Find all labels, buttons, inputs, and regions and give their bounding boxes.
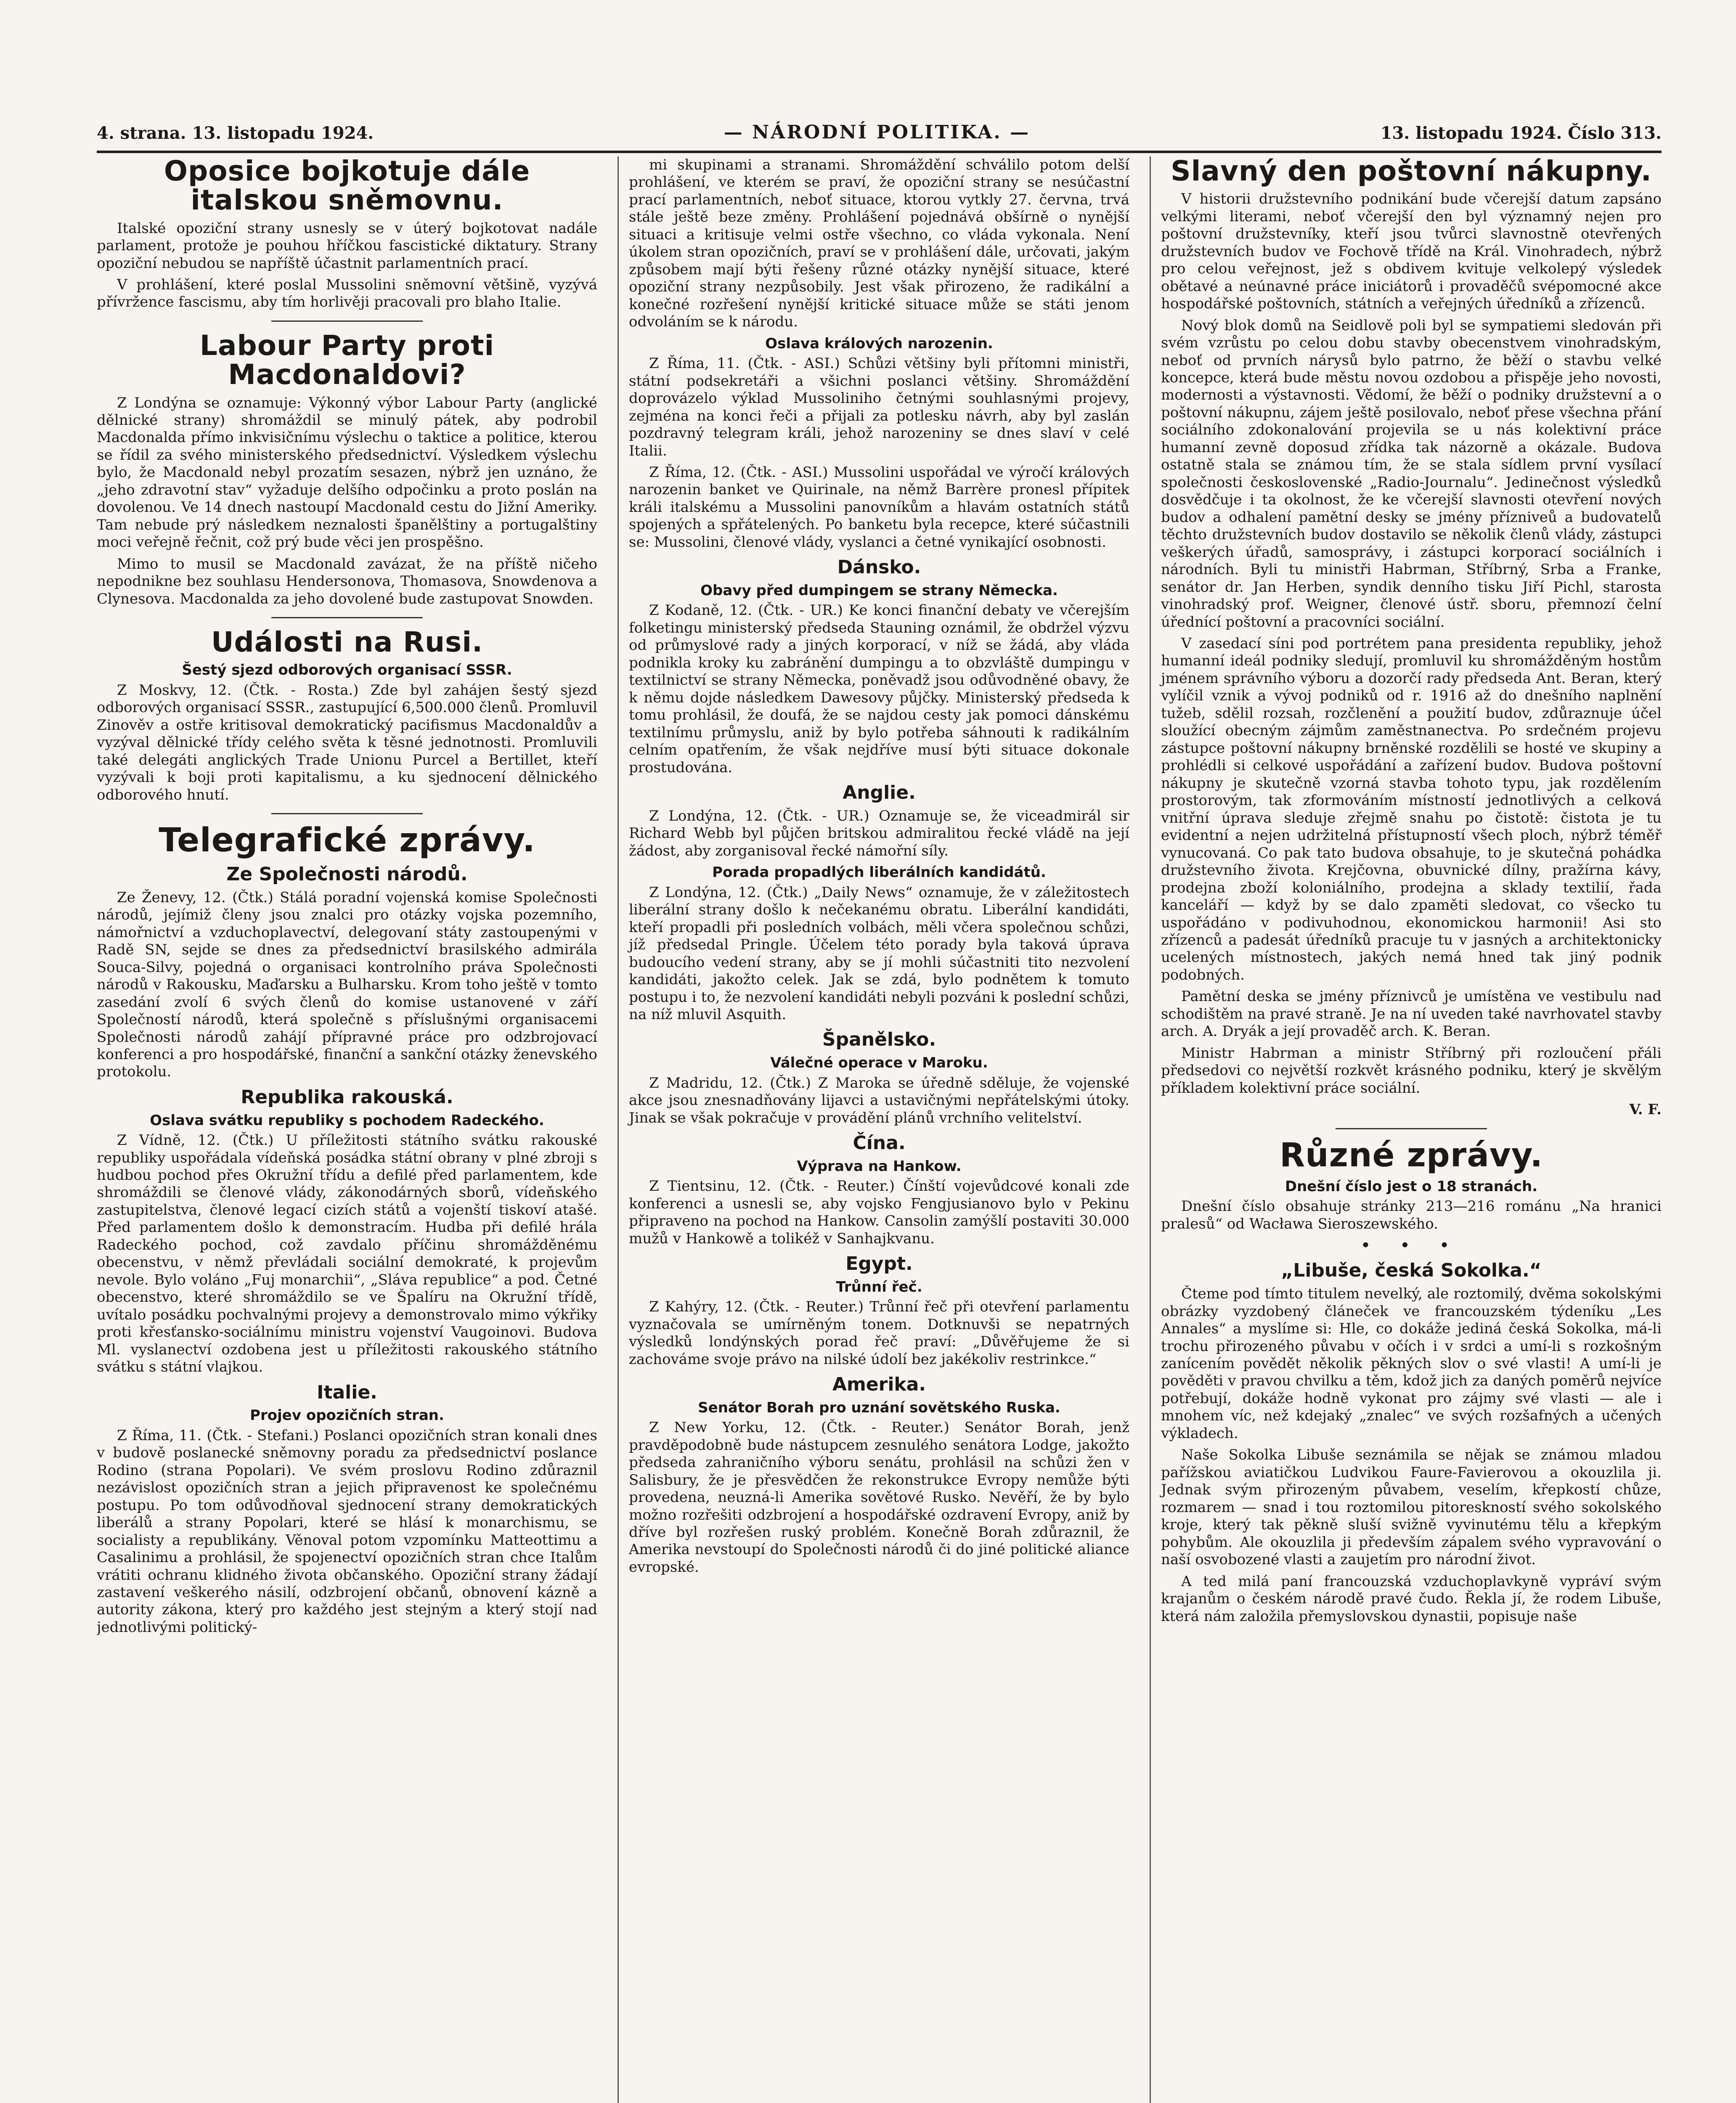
article-title: Amerika. — [832, 1374, 926, 1396]
article-paragraph: mi skupinami a stranami. Shromáždění schválilo potom delší prohlášení, ve kterém se praví, že opoziční strany se nesúčastní prací parlamentních, neboť situace, ktorou vytkly 27. června, trvá stále ještě beze změny. Prohlášení pojednává obšírně o nynější situaci a kritisuje velmi ostře všechno, co vláda vykonala. Není úkolem stran opozičních, praví se v prohlášení dále, určovati, jakým způsobem mají býti řešeny různé otázky nynější situace, které opoziční strany nezpůsobily. Jest však přirozeno, že radikální a konečné rozřešení nynější kritické situace může se státi jenom odvoláním se k národu. — [629, 156, 1129, 331]
article-subtitle: Dnešní číslo jest o 18 stranách. — [1285, 1178, 1538, 1195]
article-paragraph: Ministr Habrman a ministr Stříbrný při rozloučení přáli předsedovi co největší rozkvět krásného podniku, který je skvělým příkladem kolektivní práce sociální. — [1161, 1044, 1662, 1097]
author-signature: V. F. — [1629, 1101, 1662, 1118]
divider — [271, 617, 423, 618]
article-subtitle: Trůnní řeč. — [836, 1278, 922, 1295]
article-paragraph: Italské opoziční strany usnesly se v úterý bojkotovat nadále parlament, protože je pouhou hříčkou fascistické diktatury. Strany opoziční nebudou se napříště účastnit parlamentních prací. — [97, 220, 597, 272]
column-2 — [618, 156, 1129, 2103]
article-title: Čína. — [853, 1132, 906, 1154]
article-title: Dánsko. — [837, 556, 921, 578]
article-paragraph: V prohlášení, které poslal Mussolini sněmovní většině, vyzývá přívržence fascismu, aby tím horlivěji pracovali pro blaho Italie. — [97, 276, 597, 311]
divider — [271, 813, 423, 814]
page-header — [97, 109, 1662, 153]
article-paragraph: Z Kodaně, 12. (Čtk. - UR.) Ke konci finanční debaty ve včerejším folketingu ministerský předseda Stauning oznámil, že obdržel výzvu od průmyslové rady a jiných korporací, v níž se žádá, aby vláda podnikla kroky ku zabránění dumpingu a to obzvláště dumpingu v textilnictví se strany Německa, poněvadž jsou odůvodněné obavy, že k němu dojde následkem Dawesovy půjčky. Ministerský předseda k tomu prohlásil, že doufá, že se najdou cesty jak pomoci dánskému textilnímu průmyslu, aniž by bylo potřeba sáhnouti k radikálním celním opatřením, že však nejdříve musí býti situace dokonale prostudována. — [629, 602, 1129, 776]
article-subtitle: Šestý sjezd odborových organisací SSSR. — [182, 662, 512, 679]
article-subtitle: Oslava svátku republiky s pochodem Radeckého. — [150, 1112, 544, 1129]
article-title: Slavný den poštovní nákupny. — [1171, 156, 1652, 187]
article-subtitle: Porada propadlých liberálních kandidátů. — [712, 864, 1046, 881]
article-paragraph: Z Londýna se oznamuje: Výkonný výbor Labour Party (anglické dělnické strany) shromáždil se minulý pátek, aby podrobil Macdonalda přímo inkvisičnímu výslechu o taktice a politice, kterou se řídil za svého ministerského předsednictví. Výsledkem výslechu bylo, že Macdonald nebyl prozatím sesazen, nýbrž jen uznáno, že „jeho zdravotní stav“ vyžaduje delšího odpočinku a proto poslán na dovolenou. Ve 14 dnech nastoupí Macdonald cestu do Jižní Ameriky. Tam nebude prý následkem neznalosti španělštiny a portugalštiny moci veřejně řečnit, což prý bude věci jen prospěšno. — [97, 394, 597, 551]
article-paragraph: Z Londýna, 12. (Čtk.) „Daily News“ oznamuje, že v záležitostech liberální strany došlo k nečekanému obratu. Liberální kandidáti, kteří propadli při posledních volbách, měli včera společnou schůzi, jíž předsedal Pringle. Účelem této porady byla taková úprava budoucího vedení strany, aby se jí mohli súčastniti tito nezvolení kandidáti, jakožto celek. Jak se zdá, bylo podnětem k tomuto postupu i to, že nezvolení kandidáti nebyli pozváni k poslední schůzi, na níž mluvil Asquith. — [629, 884, 1129, 1023]
header-left: 4. strana. 13. listopadu 1924. — [97, 123, 374, 143]
article-subtitle: Senátor Borah pro uznání sovětského Ruska. — [698, 1399, 1060, 1416]
article-paragraph: Z New Yorku, 12. (Čtk. - Reuter.) Senátor Borah, jenž pravděpodobně bude nástupcem zesnulého senátora Lodge, jakožto předseda zahraničního výboru senátu, prohlásil na schůzi žen v Salisbury, že je přesvědčen že rekonstrukce Evropy nemůže býti provedena, neuzná-li Amerika sovětové Rusko. Nevěří, že by bylo možno rozřešiti odzbrojení a hospodářské ozdravení Evropy, aniž by dříve byl rozřešen ruský problém. Konečně Borah zdůraznil, že Amerika nevstoupí do Společnosti národů či do jiné politické aliance evropské. — [629, 1419, 1129, 1576]
article-title: Labour Party proti Macdonaldovi? — [199, 329, 495, 391]
article-paragraph: Nový blok domů na Seidlově poli byl se sympatiemi sledován při svém vzrůstu po celou dobu stavby obecenstvem vinohradským, neboť od prvních nárysů bylo patrno, že běží o stavbu velké koncepce, která bude městu novou ozdobou a přispěje jeho novosti, modernosti a výstavnosti. Vědomí, že běží o podniky družstevní a o poštovní nákupnu, zájem ještě posilovalo, neboť přese všechna přání sociálního zdokonalování projevila se u nás kolektivní práce humanní zevně doposud zřídka tak názorně a okázale. Budova ostatně stala se známou tím, že se stala sídlem první vysílací společnosti československé „Radio-Journalu“. Jedinečnost výsledků dosvědčuje i ta okolnost, že ke včerejší slavnosti otevření nových budov a odhalení pamětní desky se jmény přízniveů a budovatelů těchto družstevních budov dostavilo se několik členů vlády, zástupci veškerých úřadů, samosprávy, i zástupci korporací sociálních i národních. Byli tu ministři Habrman, Stříbrný, Srba a Franke, senátor dr. Jan Herben, syndik denního tisku Jiří Pichl, starosta vinohradský prof. Weigner, členové ústř. sboru, přemnozí čelní úřednící poštovní a pracovníci sociální. — [1161, 317, 1662, 630]
column-1 — [97, 156, 597, 2103]
article-subtitle: Ze Společnosti národů. — [226, 863, 468, 885]
article-title: Italie. — [317, 1381, 377, 1403]
article-subtitle: Válečné operace v Maroku. — [770, 1054, 988, 1072]
separator-dots: • • • — [1361, 1237, 1462, 1254]
section-title: Různé zprávy. — [1279, 1136, 1543, 1174]
article-paragraph: Z Tientsinu, 12. (Čtk. - Reuter.) Čínští vojevůdcové konali zde konferenci a usnesli se, aby vojsko Fengjusianovo bylo v Pekinu připraveno na pochod na Hankow. Cansolin zamýšlí postaviti 30.000 mužů v Hankowě a tolikéž v Sanhajkvanu. — [629, 1178, 1129, 1247]
article-title: Španělsko. — [822, 1029, 936, 1051]
divider — [1336, 1128, 1487, 1129]
section-title: Telegrafické zprávy. — [159, 821, 535, 860]
article-paragraph: Čteme pod tímto titulem nevelký, ale roztomilý, dvěma sokolskými obrázky vyzdobený článeček ve francouzském týdeníku „Les Annales“ a myslíme si: Hle, co dokáže jediná česká Sokolka, má-li trochu přirozeného půvabu v očích i v srdci a umí-li s rozkošným zanícením povědět několik pěkných slov o své vlasti! A umí-li je pověděti v pravou chvilku a těm, kdož jich za daných poměrů nejvíce potřebují, dokáže hodně vykonat pro zájmy své vlasti — ale i mnohem víc, než kdejaký „znalec“ ve svých rozšafných a učených výkladech. — [1161, 1285, 1662, 1442]
article-paragraph: Z Říma, 11. (Čtk. - ASI.) Schůzi většiny byli přítomni ministři, státní podsekretáři a všichni poslanci většiny. Shromáždění doprovázelo výklad Mussoliniho četnými souhlasnými projevy, zejména na konci řeči a přijali za potlesku návrh, aby byl zaslán pozdravný telegram králi, jehož narozeniny se dnes slaví v celé Italii. — [629, 355, 1129, 459]
newspaper-page — [97, 109, 1662, 2103]
article-title: „Libuše, česká Sokolka.“ — [1281, 1260, 1542, 1282]
article-title: Události na Rusi. — [211, 626, 483, 659]
column-3 — [1150, 156, 1662, 2103]
article-paragraph: Z Londýna, 12. (Čtk. - UR.) Oznamuje se, že viceadmirál sir Richard Webb byl půjčen britskou admiralitou řecké vládě na její žádost, aby zorganisoval řecké námořní síly. — [629, 807, 1129, 859]
article-paragraph: V historii družstevního podnikání bude včerejší datum zapsáno velkými literami, neboť včerejší den byl významný nejen pro poštovní družstevníky, kteří jsou tvůrci slavnostně otevřených družstevních budov ve Fochově třídě na Král. Vinohradech, nýbrž pro celou veřejnost, jež s obdivem kvituje velkolepý výsledek obětavé a neúnavné práce iniciátorů i provaděčů svépomocné akce hospodářské poštovních, státních a veřejných úředníků a zřízenců. — [1161, 191, 1662, 313]
masthead: — NÁRODNÍ POLITIKA. — — [724, 122, 1031, 143]
article-paragraph: Naše Sokolka Libuše seznámila se nějak se známou mladou pařížskou aviatičkou Ludvikou Faure-Favierovou a okouzlila ji. Jednak svým přirozeným půvabem, veselím, křepkostí chůze, rozmarem — snad i tou roztomilou pitoreskností svého sokolského kroje, který tak pěkně sluší svižně vyvinutému tělu a křepkým pohybům. Ale okouzlila ji především zápalem svého vypravování o naší osvobozené vlasti a zaujetím pro národní život. — [1161, 1446, 1662, 1568]
article-paragraph: Z Kahýry, 12. (Čtk. - Reuter.) Trůnní řeč při otevření parlamentu vyznačovala se umírněným tonem. Dotknuvši se nepatrných výsledků londýnských porad řeč praví: „Důvěřujeme že si zachováme svoje právo na nilské údolí bez jakékoliv restrinkce.“ — [629, 1298, 1129, 1368]
article-subtitle: Projev opozičních stran. — [250, 1407, 444, 1424]
article-title: Anglie. — [843, 782, 916, 804]
divider — [271, 320, 423, 322]
header-right: 13. listopadu 1924. Číslo 313. — [1380, 123, 1662, 143]
article-paragraph: A ted milá paní francouzská vzduchoplavkyně vypráví svým krajanům o českém národě pravé čudo. Řekla jí, že rodem Libuše, která nám založila přemyslovskou dynastii, popisuje naše — [1161, 1573, 1662, 1625]
article-subtitle: Výprava na Hankow. — [797, 1157, 962, 1175]
article-paragraph: Z Říma, 12. (Čtk. - ASI.) Mussolini uspořádal ve výročí králových narozenin banket ve Quirinale, na němž Barrère pronesl přípitek králi italskému a Mussolini panovníkům a hlavám ostatních států spojených a spřátelených. Po banketu byla recepce, které súčastnili se: Mussolini, členové vlády, vyslanci a četné vynikající osobnosti. — [629, 464, 1129, 551]
article-paragraph: Z Říma, 11. (Čtk. - Stefani.) Poslanci opozičních stran konali dnes v budově poslanecké sněmovny poradu za předsednictví poslance Rodino (strana Popolari). Ve svém proslovu Rodino zdůraznil nezávislost opozičních stran a jejich připravenost ke společnému postupu. Po tom odůvodňoval sjednocení strany demokratických liberálů a strany Popolari, které se hlásí k monarchismu, se socialisty a republikány. Věnoval potom vzpomínku Matteottimu a Casalinimu a prohlásil, že spojenectví opozičních stran chce Italům vrátiti ochranu klidného života občanského. Opoziční strany žádají zastavení veškerého násilí, odzbrojení občanů, obnovení kázně a autority zákona, který pro každého jest stejným a který stojí nad jednotlivými politický- — [97, 1427, 597, 1636]
article-paragraph: Z Vídně, 12. (Čtk.) U příležitosti státního svátku rakouské republiky uspořádala vídeňská posádka státní obrany v plné zbroji s hudbou pochod přes Okružní třídu a defilé před parlamentem, kde shromáždili se členové vlády, zákonodárných sborů, vídeňského zastupitelstva, členové legací cizích států a vojenští tiskoví atašé. Před parlamentem došlo k demonstracím. Hudba při defilé hrála Radeckého pochod, což zavdalo příčinu shromážděnému obecenstvu, v němž převládali sociální demokraté, k projevům nevole. Bylo voláno „Fuj monarchii“, „Sláva republice“ a pod. Četné obecenstvo, které shromáždilo se ve Špalíru na Okružní třídě, uvítalo posádku pochvalnými projevy a demonstrovalo mimo výkřiky proti křesťansko-sociálnímu ministru vojenství Vaugoinovi. Budova Ml. vyslanectví ozdobena jest u příležitosti rakouského státního svátku s státní vlajkou. — [97, 1132, 597, 1376]
article-paragraph: Ze Ženevy, 12. (Čtk.) Stálá poradní vojenská komise Společnosti národů, jejímiž členy jsou znalci pro otázky vojska pozemního, námořnictví a vzduchoplavectví, delegovaní státy zastoupenými v Radě SN, sejde se dnes za předsednictví brasilského admirála Souca-Silvy, pojedná o organisaci kontrolního práva Společnosti národů v Rakousku, Maďarsku a Bulharsku. Krom toho ještě v tomto zasedání zvolí 6 svých členů do komise ustanovené v září Společností národů, která společně s příslušnými organisacemi Společnosti národů zahájí přípravné práce pro odzbrojovací konferenci a pro hospodářské, finanční a sankční otázky ženevského protokolu. — [97, 889, 597, 1081]
article-paragraph: Z Madridu, 12. (Čtk.) Z Maroka se úředně sděluje, že vojenské akce jsou znesnadňovány lijavci a ustavičnými nepřátelskými útoky. Jinak se však pokračuje v provádění plánů vrchního velitelství. — [629, 1074, 1129, 1126]
article-paragraph: Dnešní číslo obsahuje stránky 213—216 románu „Na hranici pralesů“ od Wacława Sieroszewského. — [1161, 1198, 1662, 1232]
article-paragraph: Pamětní deska se jmény příznivců je umístěna ve vestibulu nad schodištěm na pravé straně. Je na ní uveden také navrhovatel stavby arch. A. Dryák a její provaděč arch. K. Beran. — [1161, 988, 1662, 1040]
article-paragraph: Mimo to musil se Macdonald zavázat, že na příště ničeho nepodnikne bez souhlasu Hendersonova, Thomasova, Snowdenova a Clynesova. Macdonalda za jeho dovolené bude zastupovat Snowden. — [97, 555, 597, 607]
article-title: Egypt. — [845, 1253, 913, 1274]
article-subtitle: Obavy před dumpingem se strany Německa. — [700, 582, 1058, 599]
article-paragraph: V zasedací síni pod portrétem pana presidenta republiky, jehož humanní ideál podniky sledují, promluvil ku shromážděným hostům jménem správního výboru a dozorčí rady předseda Ant. Beran, který vylíčil vznik a vývoj podniků od r. 1916 až do dnešního naplnění tužeb, sdělil rozsah, rozčlenění a použití budov, zdůraznuje účel sloužící obecným zájmům zaměstnanectva. Po srdečném projevu zástupce poštovní nákupny brněnské rozdělili se hosté ve skupiny a prohlédli si celkové uspořádání a zařízení budov. Budova poštovní nákupny je skutečně vzorná stavba tohoto typu, jak rozdělením prostorovým, tak zformováním místností jednotlivých a celková vnitřní úprava sleduje zřejmě snahu po čistotě: čistota je tu evidentní a nejen udržitelná přístupností všech ploch, nýbrž téměř vynucovaná. Co pak tato budova obsahuje, to je skutečná pohádka družstevního života. Krejčovna, obuvnické dílny, pražírna kávy, prodejna zboží koloniálního, prodejna a sklady textilií, řada kanceláří — když by se dalo zpaměti sledovat, co všecko tu uspořádáno v podivuhodnou, ekonomickou harmonii! Asi sto zřízenců a padesát úředníků pracuje tu v jasných a architektonicky ucelených místnostech, jakých nemá hned tak jiný podnik podobných. — [1161, 635, 1662, 983]
article-subtitle: Oslava králových narozenin. — [765, 335, 993, 352]
article-title: Republika rakouská. — [241, 1086, 453, 1108]
article-title: Oposice bojkotuje dále italskou sněmovnu. — [164, 156, 530, 217]
article-paragraph: Z Moskvy, 12. (Čtk. - Rosta.) Zde byl zahájen šestý sjezd odborových organisací SSSR., zastupující 6,500.000 členů. Promluvil Zinověv a ostře kritisoval demokratický pacifismus Macdonaldův a vyzýval dělnické třídy celého světa k těsné jednotnosti. Promluvili také delegáti anglických Trade Unionu Purcel a Bertillet, kteří vyzývali k boji proti kapitalismu, a ku sjednocení dělnického odborového hnutí. — [97, 681, 597, 803]
columns — [97, 156, 1662, 2103]
